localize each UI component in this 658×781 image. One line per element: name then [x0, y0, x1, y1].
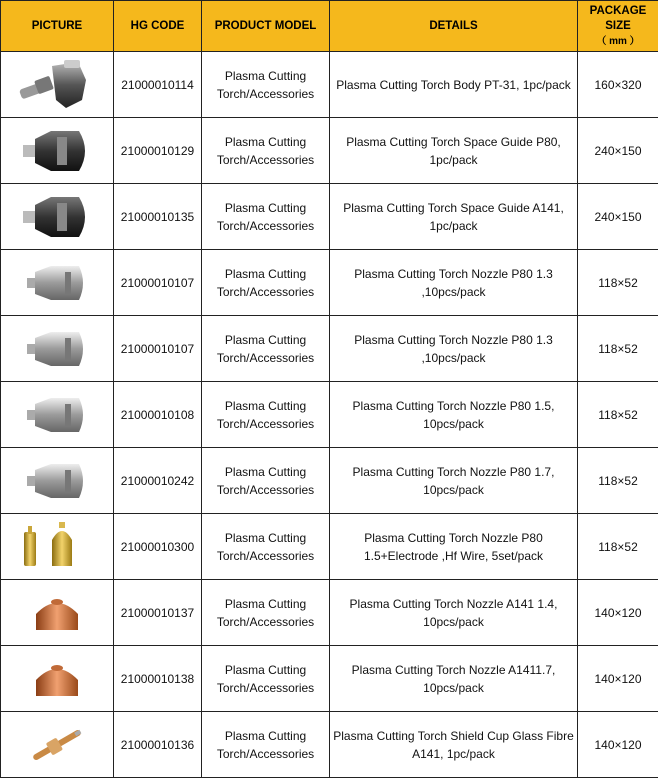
hg-code-cell: 21000010135	[114, 184, 202, 250]
details-cell: Plasma Cutting Torch Nozzle P80 1.5, 10pcs/pack	[330, 382, 578, 448]
table-row	[1, 118, 658, 184]
header-package-line2: SIZE	[605, 19, 631, 32]
header-row	[1, 1, 658, 52]
table-row	[1, 514, 658, 580]
details-cell: Plasma Cutting Torch Nozzle A1411.7, 10pcs/pack	[330, 646, 578, 712]
hg-code-cell: 21000010300	[114, 514, 202, 580]
package-size-cell: 140×120	[578, 580, 658, 646]
hg-code-cell: 21000010114	[114, 52, 202, 118]
table-row	[1, 448, 658, 514]
table-row	[1, 712, 658, 778]
nozzle-silver-image	[1, 250, 114, 316]
product-model-cell: Plasma Cutting Torch/Accessories	[202, 316, 330, 382]
table-row	[1, 316, 658, 382]
product-model-cell: Plasma Cutting Torch/Accessories	[202, 448, 330, 514]
table-row	[1, 184, 658, 250]
package-size-cell: 240×150	[578, 118, 658, 184]
torch-body-image	[1, 52, 114, 118]
package-size-cell: 140×120	[578, 646, 658, 712]
header-package-line1: PACKAGE	[589, 4, 647, 17]
nozzle-silver-image	[1, 448, 114, 514]
hg-code-cell: 21000010136	[114, 712, 202, 778]
package-size-cell: 118×52	[578, 514, 658, 580]
table-row	[1, 382, 658, 448]
table-row	[1, 646, 658, 712]
package-size-cell: 240×150	[578, 184, 658, 250]
table-row	[1, 250, 658, 316]
header-package-size	[578, 1, 658, 52]
hg-code-cell: 21000010107	[114, 316, 202, 382]
details-cell: Plasma Cutting Torch Shield Cup Glass Fibre A141, 1pc/pack	[330, 712, 578, 778]
header-hg-code: HG CODE	[114, 1, 202, 52]
product-model-cell: Plasma Cutting Torch/Accessories	[202, 580, 330, 646]
package-size-cell: 118×52	[578, 316, 658, 382]
details-cell: Plasma Cutting Torch Nozzle A141 1.4, 10pcs/pack	[330, 580, 578, 646]
package-size-cell: 118×52	[578, 382, 658, 448]
product-model-cell: Plasma Cutting Torch/Accessories	[202, 382, 330, 448]
product-model-cell: Plasma Cutting Torch/Accessories	[202, 250, 330, 316]
product-model-cell: Plasma Cutting Torch/Accessories	[202, 514, 330, 580]
electrode-image	[1, 712, 114, 778]
space-guide-image	[1, 118, 114, 184]
header-picture: PICTURE	[1, 1, 114, 52]
hg-code-cell: 21000010129	[114, 118, 202, 184]
nozzle-copper-image	[1, 646, 114, 712]
details-cell: Plasma Cutting Torch Space Guide A141, 1pc/pack	[330, 184, 578, 250]
details-cell: Plasma Cutting Torch Space Guide P80, 1pc/pack	[330, 118, 578, 184]
header-package-line3: （ mm ）	[596, 35, 640, 47]
package-size-cell: 140×120	[578, 712, 658, 778]
details-cell: Plasma Cutting Torch Nozzle P80 1.5+Electrode ,Hf Wire, 5set/pack	[330, 514, 578, 580]
table-row	[1, 580, 658, 646]
hg-code-cell: 21000010107	[114, 250, 202, 316]
nozzle-silver-image	[1, 382, 114, 448]
product-model-cell: Plasma Cutting Torch/Accessories	[202, 712, 330, 778]
details-cell: Plasma Cutting Torch Nozzle P80 1.7, 10pcs/pack	[330, 448, 578, 514]
hg-code-cell: 21000010108	[114, 382, 202, 448]
header-product-model: PRODUCT MODEL	[202, 1, 330, 52]
nozzle-silver-image	[1, 316, 114, 382]
space-guide-image	[1, 184, 114, 250]
nozzle-copper-image	[1, 580, 114, 646]
hg-code-cell: 21000010137	[114, 580, 202, 646]
hg-code-cell: 21000010242	[114, 448, 202, 514]
details-cell: Plasma Cutting Torch Nozzle P80 1.3 ,10pcs/pack	[330, 316, 578, 382]
product-model-cell: Plasma Cutting Torch/Accessories	[202, 118, 330, 184]
hg-code-cell: 21000010138	[114, 646, 202, 712]
details-cell: Plasma Cutting Torch Nozzle P80 1.3 ,10pcs/pack	[330, 250, 578, 316]
details-cell: Plasma Cutting Torch Body PT-31, 1pc/pack	[330, 52, 578, 118]
package-size-cell: 118×52	[578, 250, 658, 316]
nozzle-brass-set-image	[1, 514, 114, 580]
product-model-cell: Plasma Cutting Torch/Accessories	[202, 646, 330, 712]
header-details: DETAILS	[330, 1, 578, 52]
table-row	[1, 52, 658, 118]
package-size-cell: 118×52	[578, 448, 658, 514]
package-size-cell: 160×320	[578, 52, 658, 118]
product-model-cell: Plasma Cutting Torch/Accessories	[202, 184, 330, 250]
product-model-cell: Plasma Cutting Torch/Accessories	[202, 52, 330, 118]
